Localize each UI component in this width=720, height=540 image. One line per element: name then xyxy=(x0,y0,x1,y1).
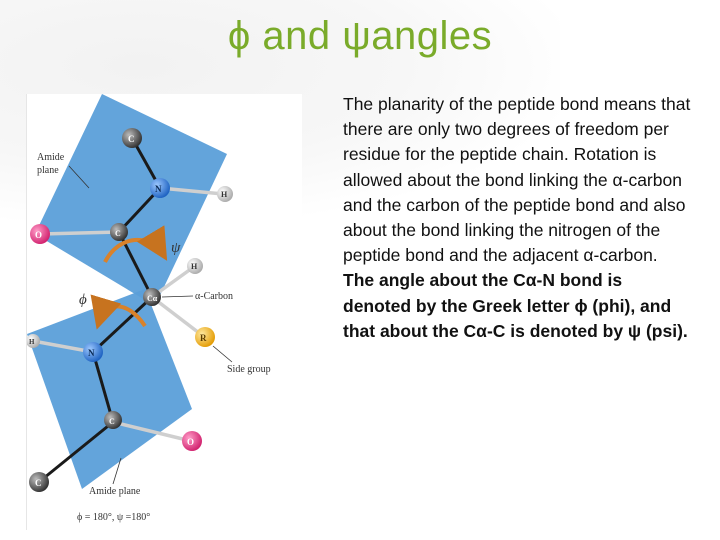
atom-oxygen-left-label: O xyxy=(35,230,43,240)
atom-carbon-mid-upper-label: C xyxy=(115,229,121,238)
atom-side-group-r-label: R xyxy=(200,333,207,343)
atom-hydrogen-top-right-label: H xyxy=(221,190,228,199)
phi-symbol: ϕ xyxy=(79,292,87,308)
label-amide-plane-bottom: Amide plane xyxy=(89,486,141,497)
slide-title: ϕ and ψangles xyxy=(227,14,493,58)
amide-plane-top xyxy=(35,94,227,306)
atom-oxygen-bottom-label: O xyxy=(187,437,195,447)
peptide-diagram xyxy=(26,94,302,530)
amide-plane-bottom xyxy=(27,289,195,489)
explanation-text xyxy=(343,92,693,344)
atom-carbon-top-label: C xyxy=(128,134,135,144)
label-side-group: Side group xyxy=(227,364,271,375)
atom-hydrogen-mid-label: H xyxy=(191,262,198,271)
label-angle-values: ϕ = 180°, ψ =180° xyxy=(77,512,151,523)
label-alpha-carbon: α-Carbon xyxy=(195,291,234,302)
explanation-paragraph: The planarity of the peptide bond means that there are only two degrees of freedom per residue for the peptide chain. Rotation is allowed about the bond linking the α-carbon and the carbon of the peptide bond and also about the bond linking the nitrogen of the peptide bond and the adjacent α-carbon. xyxy=(343,94,691,266)
atom-hydrogen-left-label: H xyxy=(29,338,35,346)
peptide-diagram-svg xyxy=(27,94,302,530)
atom-nitrogen-top-label: N xyxy=(155,184,162,194)
psi-symbol: ψ xyxy=(171,240,181,256)
leader-side-group xyxy=(213,346,232,362)
label-amide-plane-top-line2: plane xyxy=(37,165,59,176)
atom-nitrogen-bottom-label: N xyxy=(88,348,95,358)
label-amide-plane-top-line1: Amide xyxy=(37,152,65,163)
atom-carbon-bottom-label: C xyxy=(35,478,42,488)
atom-carbon-lower-label: C xyxy=(109,417,115,426)
explanation-bold-paragraph: The angle about the Cα-N bond is denoted by the Greek letter ϕ (phi), and that about the Cα-C is denoted by ψ (psi). xyxy=(343,270,688,341)
atom-alpha-carbon-label: Cα xyxy=(147,294,158,303)
leader-alpha-carbon xyxy=(162,296,193,297)
